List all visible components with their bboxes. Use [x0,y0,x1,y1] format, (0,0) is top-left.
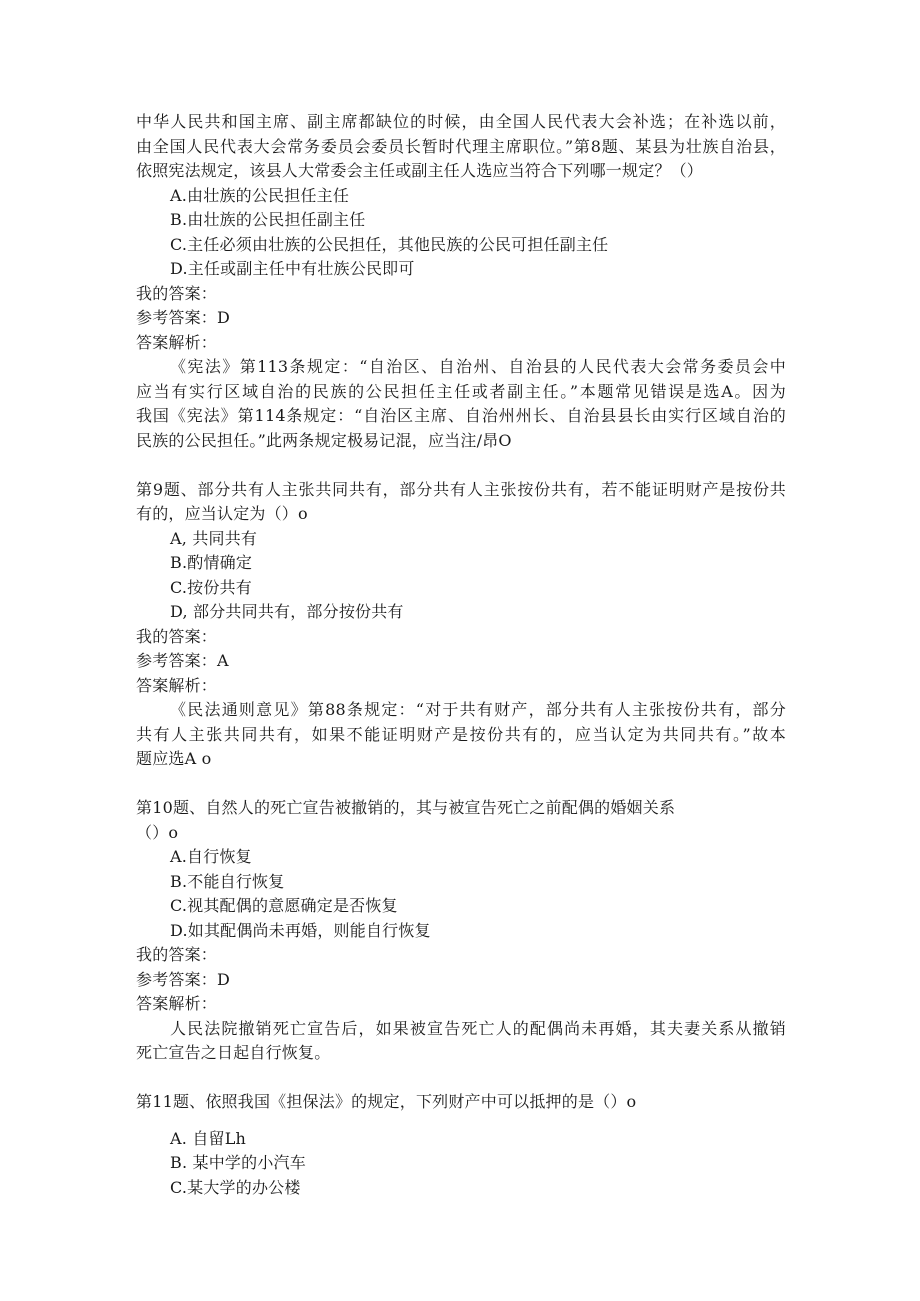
option-d: D, 部分共同共有，部分按份共有 [170,602,404,621]
option-d: D.如其配偶尚未再婚，则能自行恢复 [170,920,431,940]
question-stem-line: 第11题、依照我国《担保法》的规定，下列财产中可以抵押的是（）o [136,1092,637,1111]
analysis-line: 我国《宪法》第114条规定：“自治区主席、自治州州长、自治县县长由实行区域自治的 [136,406,786,425]
analysis-line: 《民法通则意见》第88条规定：“对于共有财产，部分共有人主张按份共有，部分 [170,700,786,719]
question-stem-line: 有的，应当认定为（）o [136,504,308,523]
question-stem-line: （）o [136,822,179,842]
analysis-line: 民族的公民担任。”此两条规定极易记混，应当注/昂O [136,430,512,450]
question-stem-line: 第10题、自然人的死亡宣告被撤销的，其与被宣告死亡之前配偶的婚姻关系 [136,798,676,817]
my-answer-label: 我的答案： [136,283,218,303]
option-d: D.主任或副主任中有壮族公民即可 [170,259,415,278]
option-a: A. 自留Lh [170,1128,247,1148]
question-stem-line: 依照宪法规定，该县人大常委会主任或副主任人选应当符合下列哪一规定？（） [136,161,704,180]
spacer [136,1066,786,1091]
analysis-label: 答案解析： [136,332,218,352]
option-c: C.按份共有 [170,577,252,597]
option-c: C.主任必须由壮族的公民担任，其他民族的公民可担任副主任 [170,234,609,254]
q9-block [136,478,786,772]
option-c: C.视其配偶的意愿确定是否恢复 [170,896,398,915]
reference-answer: 参考答案：D [136,969,231,989]
q10-block [136,796,786,1066]
document-page [136,110,786,1200]
spacer [136,772,786,797]
option-a: A, 共同共有 [170,528,258,548]
analysis-line: 《宪法》第113条规定：“自治区、自治州、自治县的人民代表大会常务委员会中 [170,357,786,376]
option-c: C.某大学的办公楼 [170,1177,301,1197]
question-stem-line: 第9题、部分共有人主张共同共有，部分共有人主张按份共有，若不能证明财产是按份共 [136,479,786,499]
my-answer-label: 我的答案： [136,626,218,646]
option-a: A.由壮族的公民担任主任 [170,185,350,205]
option-b: B.不能自行恢复 [170,871,285,891]
reference-answer: 参考答案：A [136,651,229,670]
analysis-line: 题应选A o [136,749,212,768]
my-answer-label: 我的答案： [136,945,218,964]
spacer [136,1115,786,1127]
q11-block [136,1090,786,1200]
analysis-line: 共有人主张共同共有，如果不能证明财产是按份共有的，应当认定为共同共有。”故本 [136,724,786,744]
option-a: A.自行恢复 [170,847,252,866]
analysis-label: 答案解析： [136,675,218,695]
q8-block [136,110,786,453]
option-b: B. 某中学的小汽车 [170,1153,306,1172]
reference-answer: 参考答案：D [136,308,231,327]
analysis-line: 死亡宣告之日起自行恢复。 [136,1043,331,1062]
text-line: 中华人民共和国主席、副主席都缺位的时候，由全国人民代表大会补选；在补选以前， [136,112,786,131]
option-b: B.由壮族的公民担任副主任 [170,210,366,229]
analysis-line: 人民法院撤销死亡宣告后，如果被宣告死亡人的配偶尚未再婚，其夫妻关系从撤销 [170,1018,786,1038]
analysis-label: 答案解析： [136,994,218,1013]
text-line: 由全国人民代表大会常务委员会委员长暂时代理主席职位。”第8题、某县为壮族自治县， [136,136,786,156]
option-b: B.酌情确定 [170,553,253,572]
spacer [136,453,786,478]
analysis-line: 应当有实行区域自治的民族的公民担任主任或者副主任。”本题常见错误是选A。因为 [136,381,786,401]
